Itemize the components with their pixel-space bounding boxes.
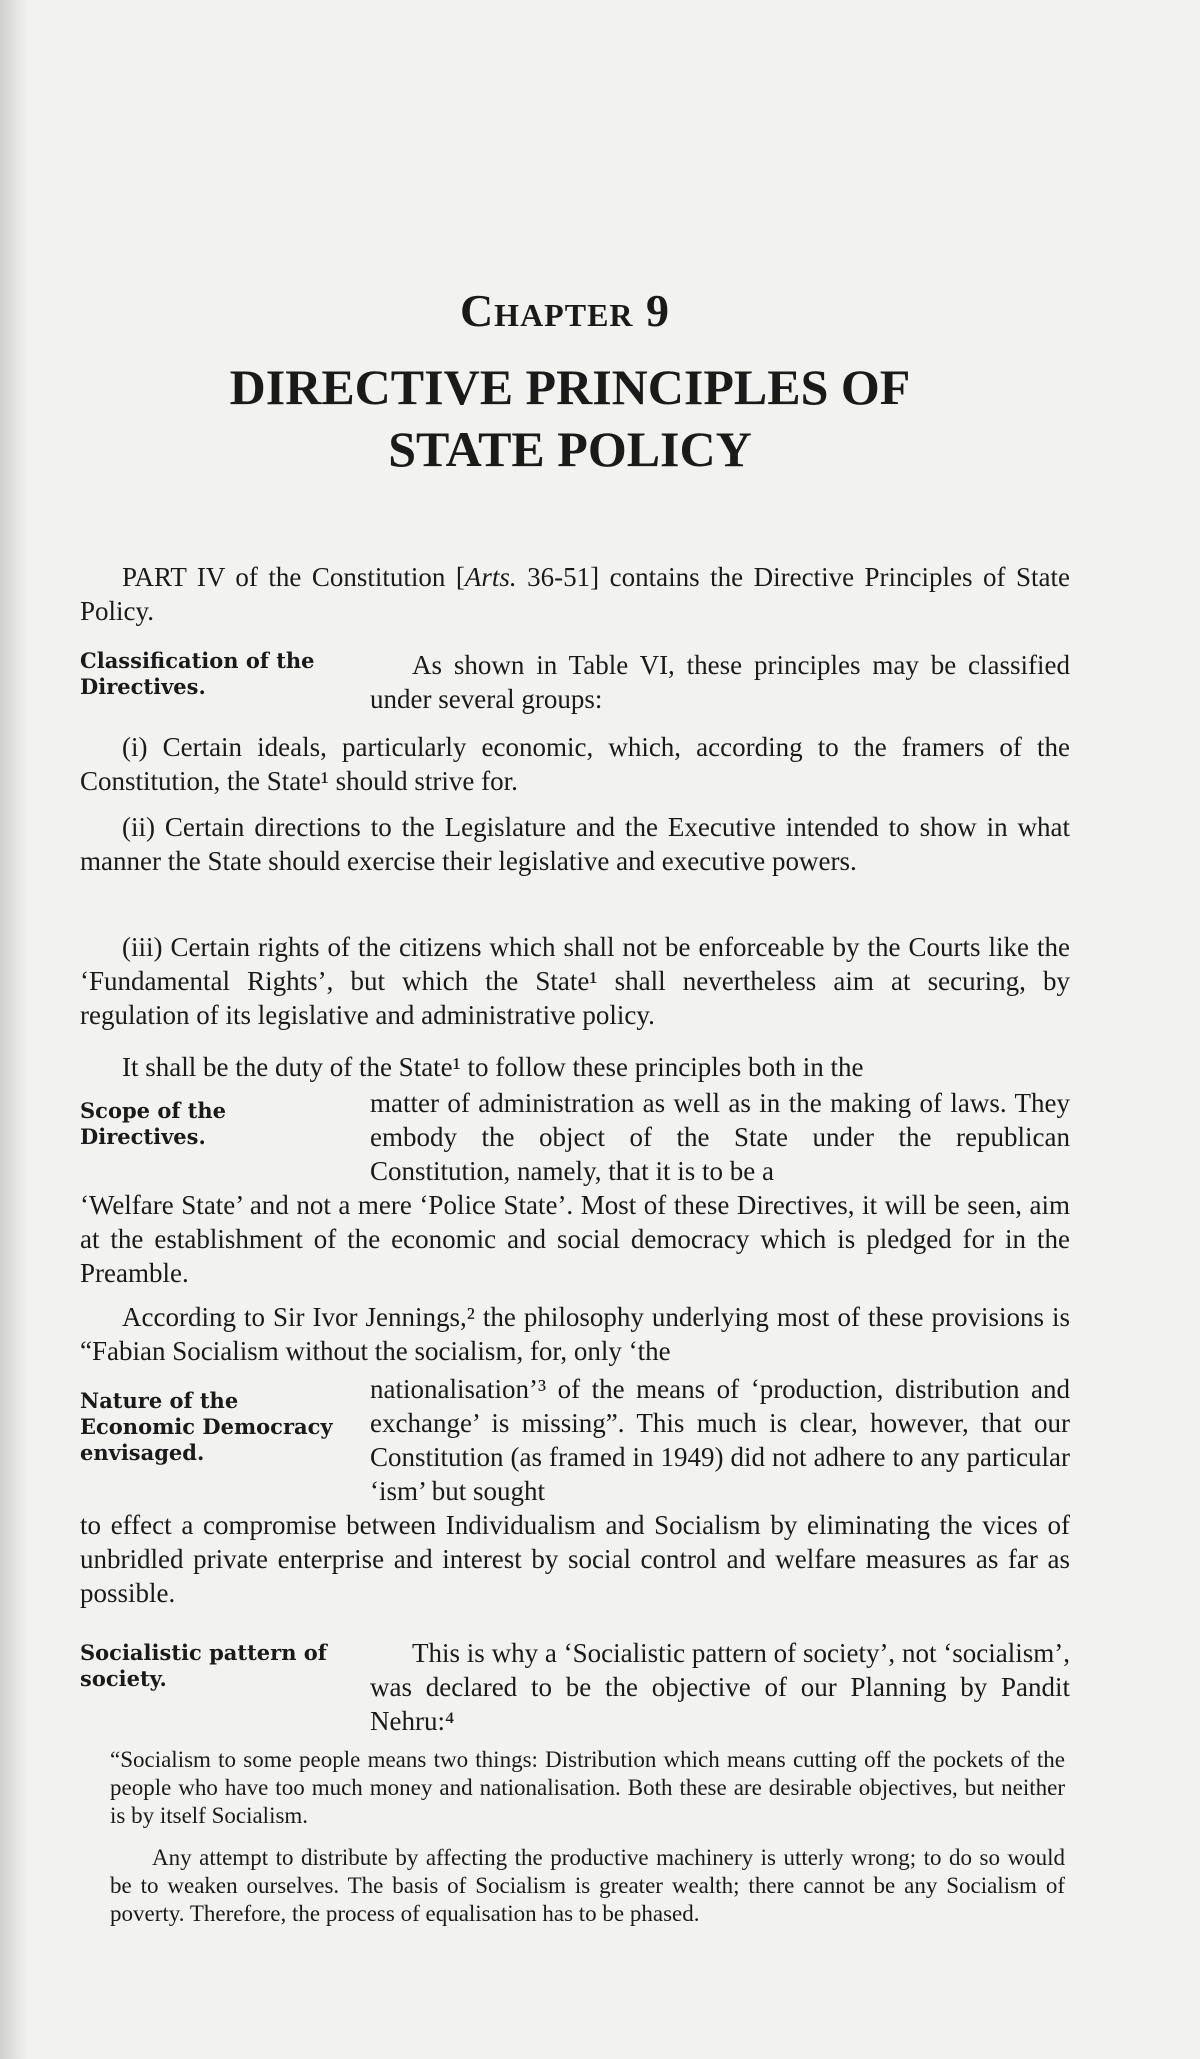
- book-page: [60, 0, 1070, 2059]
- quote-paragraph-1: “Socialism to some people means two things: Distribution which means cutting off the pockets of the people who have too much money and nationalisation. Both these are desirable objectives, but neither is by itself Socialism.: [110, 1747, 1065, 1828]
- margin-note-scope: Scope of the Directives.: [80, 1098, 226, 1149]
- classification-paragraph: [370, 648, 1070, 716]
- item-2-paragraph: [80, 810, 1070, 878]
- jennings-rest-text: to effect a compromise between Individualism and Socialism by eliminating the vices of unbridled private enterprise and interest by social control and welfare measures as far as possible.: [80, 1510, 1070, 1608]
- socialistic-paragraph: [370, 1636, 1070, 1738]
- book-spine-shadow: [0, 0, 28, 2059]
- intro-text-post: 36-51] contains the Directive Principles of State Policy.: [80, 562, 1071, 626]
- chapter-label: Chapter 9: [459, 285, 671, 336]
- jennings-first-text: According to Sir Ivor Jennings,² the philosophy underlying most of these provisions is “Fabian Socialism without the socialism, for, only ‘the: [80, 1302, 1070, 1366]
- margin-note-nature: Nature of the Economic Democracy envisaged.: [80, 1388, 333, 1465]
- scope-wrap-text: matter of administration as well as in the making of laws. They embody the object of the State under the republican Constitution, namely, that it is to be a: [370, 1088, 1070, 1186]
- scope-paragraph: [80, 1050, 1070, 1084]
- intro-paragraph: [80, 560, 1070, 628]
- item-2-text: (ii) Certain directions to the Legislature and the Executive intended to show in what manner the State should exercise their legislative and executive powers.: [80, 812, 1070, 876]
- item-3-text: (iii) Certain rights of the citizens which shall not be enforceable by the Courts like the ‘Fundamental Rights’, but which the State¹ shall nevertheless aim at securing, by regulation of its legislative and administrative policy.: [80, 932, 1070, 1030]
- socialistic-text: This is why a ‘Socialistic pattern of society’, not ‘socialism’, was declared to be the objective of our Planning by Pandit Nehru:⁴: [370, 1638, 1070, 1736]
- jennings-wrap-block: [370, 1372, 1070, 1508]
- item-1-paragraph: [80, 730, 1070, 798]
- nehru-quote: [110, 1746, 1065, 1942]
- jennings-wrap-text: nationalisation’³ of the means of ‘production, distribution and exchange’ is missing”. This much is clear, however, that our Constitution (as framed in 1949) did not adhere to any particular ‘ism’ but sought: [370, 1374, 1070, 1506]
- chapter-title: [120, 356, 1020, 480]
- quote-paragraph-2: Any attempt to distribute by affecting the productive machinery is utterly wrong; to do so would be to weaken ourselves. The basis of Socialism is greater wealth; there cannot be any Socialism of poverty. Therefore, the process of equalisation has to be phased.: [110, 1845, 1065, 1926]
- scope-rest-text: ‘Welfare State’ and not a mere ‘Police State’. Most of these Directives, it will be seen, aim at the establishment of the economic and social democracy which is pledged for in the Preamble.: [80, 1190, 1070, 1288]
- intro-text-pre: PART IV of the Constitution [: [122, 562, 465, 592]
- intro-text-arts: Arts.: [464, 562, 517, 592]
- jennings-rest-block: [80, 1508, 1070, 1610]
- chapter-title-line-2: STATE POLICY: [388, 421, 752, 477]
- item-1-text: (i) Certain ideals, particularly economic, which, according to the framers of the Constitution, the State¹ should strive for.: [80, 732, 1070, 796]
- margin-note-socialistic: Socialistic pattern of society.: [80, 1640, 327, 1691]
- jennings-paragraph: [80, 1300, 1070, 1368]
- scope-rest-block: [80, 1188, 1070, 1290]
- chapter-title-line-1: DIRECTIVE PRINCIPLES OF: [229, 359, 911, 415]
- classification-text: As shown in Table VI, these principles may be classified under several groups:: [370, 650, 1070, 714]
- item-3-paragraph: [80, 930, 1070, 1032]
- scope-first-line: It shall be the duty of the State¹ to follow these principles both in the: [122, 1052, 864, 1082]
- scope-wrap-block: [370, 1086, 1070, 1188]
- margin-note-classification: Classification of the Directives.: [80, 648, 315, 699]
